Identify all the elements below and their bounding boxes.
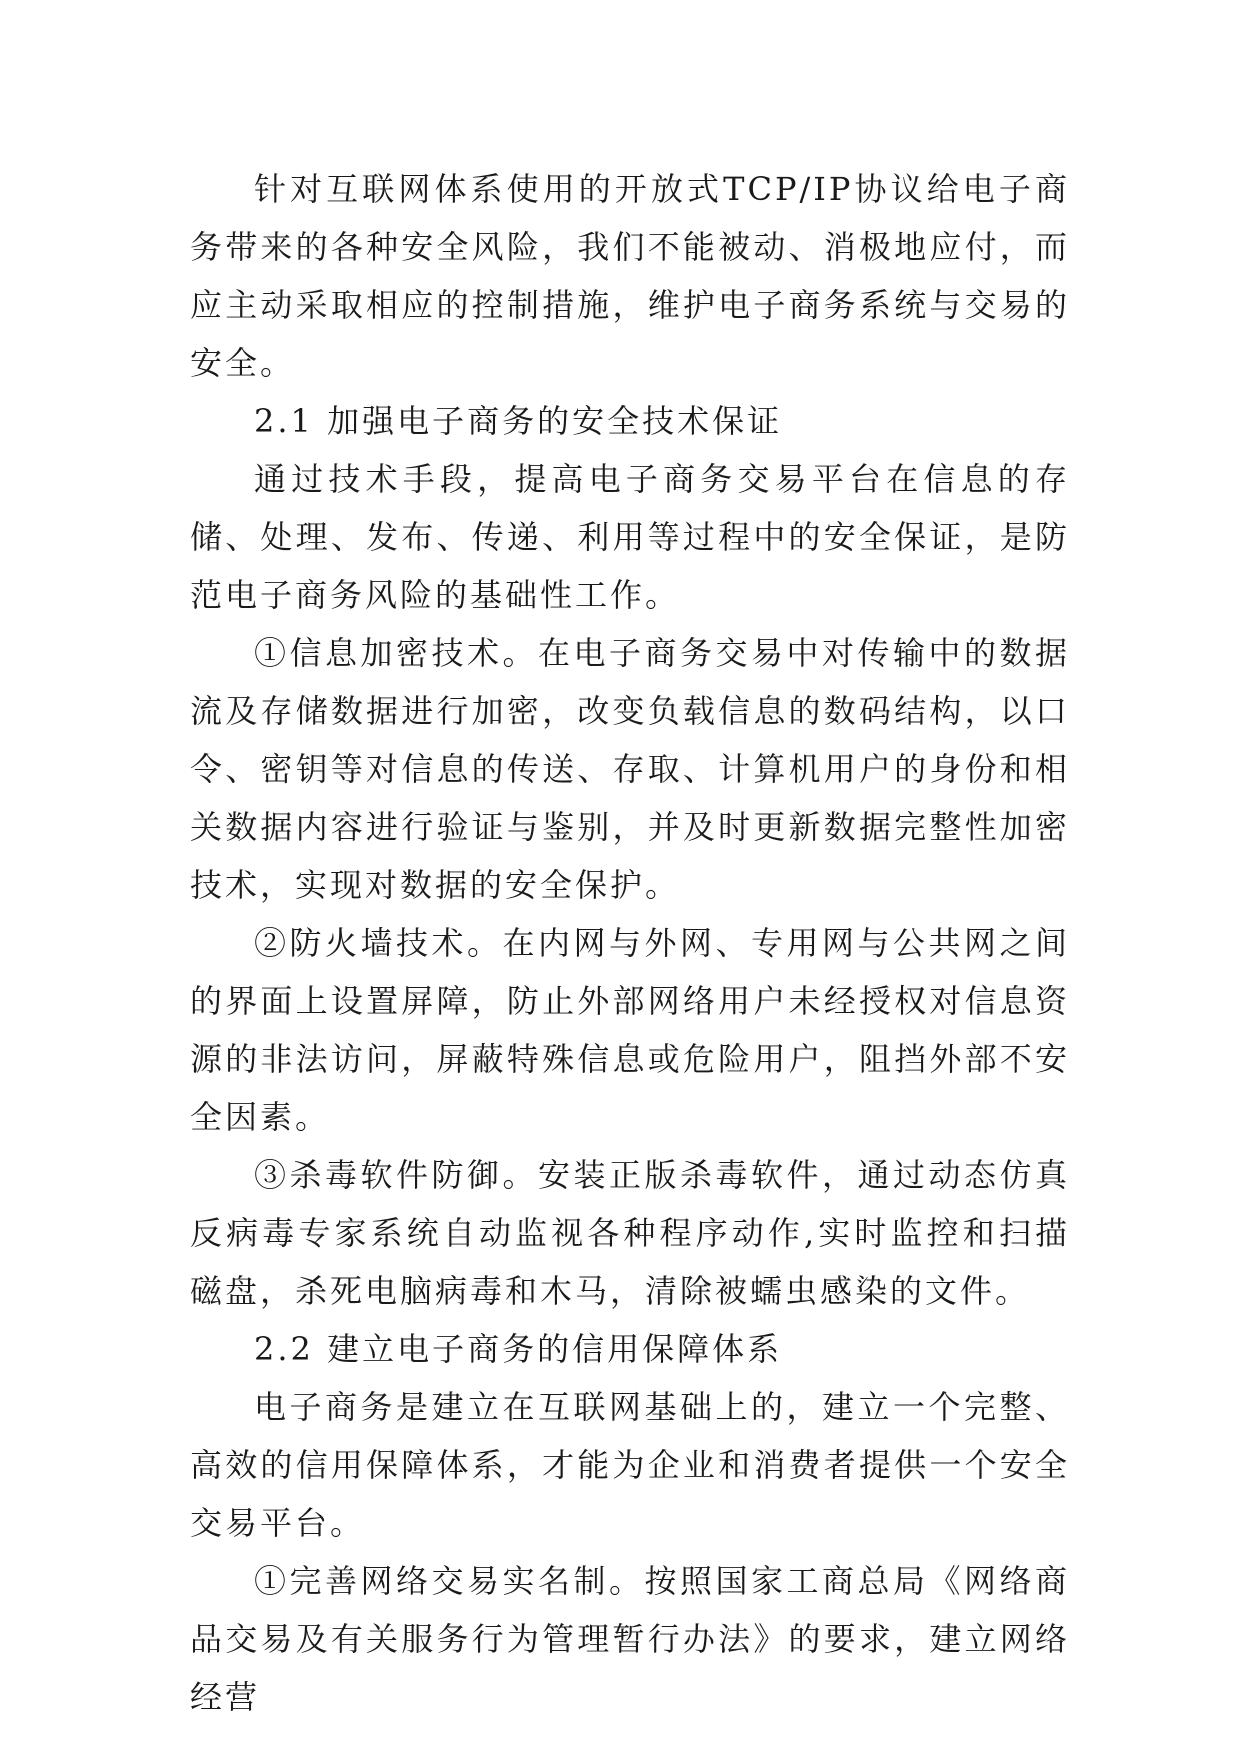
section-heading-2-2: 2.2 建立电子商务的信用保障体系 bbox=[254, 1330, 783, 1368]
paragraph-firewall: ②防火墙技术。在内网与外网、专用网与公共网之间的界面上设置屏障，防止外部网络用户未经授权对信息资源的非法访问，屏蔽特殊信息或危险用户，阻挡外部不安全因素。 bbox=[190, 924, 1070, 1136]
document-body bbox=[190, 160, 1070, 1726]
section-heading-2-1: 2.1 加强电子商务的安全技术保证 bbox=[254, 402, 783, 440]
paragraph-credit-system: 电子商务是建立在互联网基础上的，建立一个完整、高效的信用保障体系，才能为企业和消费者提供一个安全交易平台。 bbox=[190, 1388, 1070, 1542]
paragraph-encryption: ①信息加密技术。在电子商务交易中对传输中的数据流及存储数据进行加密，改变负载信息的数码结构，以口令、密钥等对信息的传送、存取、计算机用户的身份和相关数据内容进行验证与鉴别，并及时更新数据完整性加密技术，实现对数据的安全保护。 bbox=[190, 634, 1070, 904]
paragraph-antivirus: ③杀毒软件防御。安装正版杀毒软件，通过动态仿真反病毒专家系统自动监视各种程序动作,实时监控和扫描磁盘，杀死电脑病毒和木马，清除被蠕虫感染的文件。 bbox=[190, 1156, 1070, 1310]
paragraph-technical-means: 通过技术手段，提高电子商务交易平台在信息的存储、处理、发布、传递、利用等过程中的安全保证，是防范电子商务风险的基础性工作。 bbox=[190, 460, 1070, 614]
paragraph-real-name: ①完善网络交易实名制。按照国家工商总局《网络商品交易及有关服务行为管理暂行办法》的要求，建立网络经营 bbox=[190, 1562, 1070, 1716]
paragraph-intro: 针对互联网体系使用的开放式TCP/IP协议给电子商务带来的各种安全风险，我们不能被动、消极地应付，而应主动采取相应的控制措施，维护电子商务系统与交易的安全。 bbox=[190, 170, 1070, 382]
